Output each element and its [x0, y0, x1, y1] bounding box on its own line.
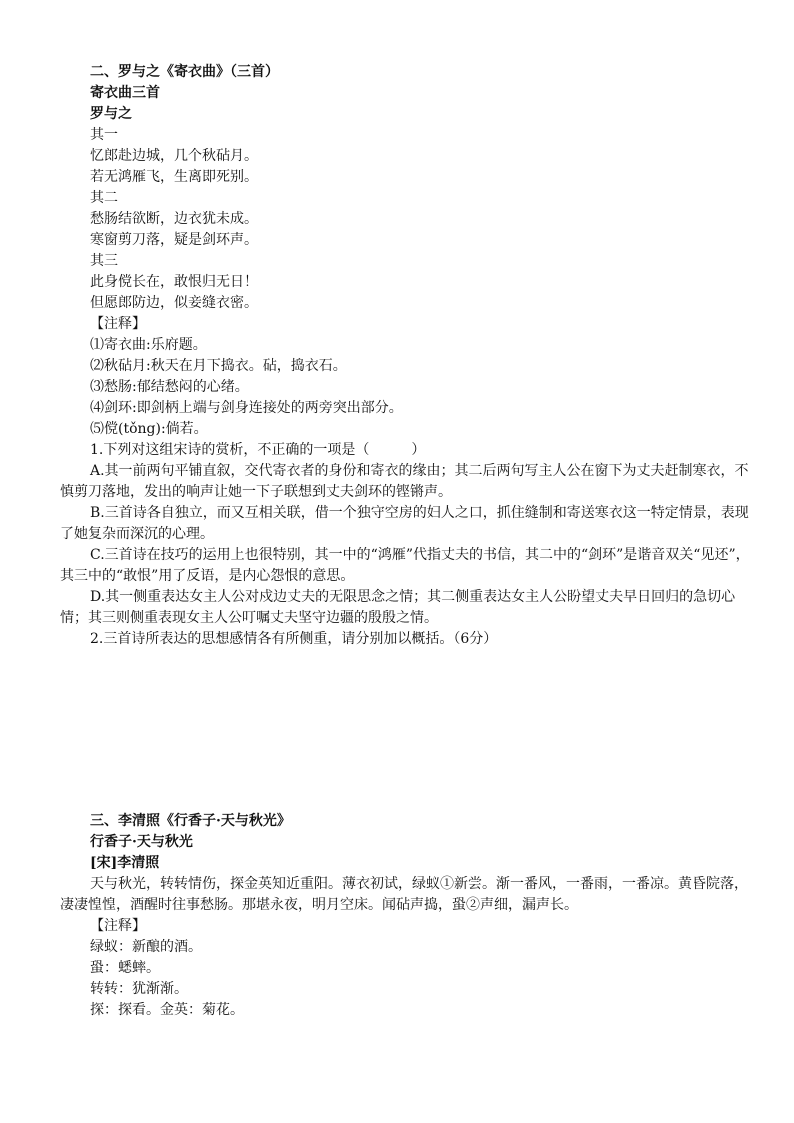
poem-line: 此身傥长在，敢恨归无日！	[90, 274, 258, 290]
poem-body: 天与秋光，转转情伤，探金英知近重阳。薄衣初试，绿蚁①新尝。渐一番风，一番雨，一番凉。黄昏院落，凄凄惶惶，酒醒时往事愁肠。那堪永夜，明月空床。闻砧声捣，蛩②声细，漏声长。	[60, 876, 748, 913]
note-item: ⑸傥(tǒng):倘若。	[90, 421, 208, 437]
section-heading: 三、李清照《行香子·天与秋光》	[90, 813, 291, 829]
poem-title: 行香子·天与秋光	[90, 834, 193, 850]
poem-line: 愁肠结欲断，边衣犹未成。	[90, 211, 258, 227]
question-2: 2.三首诗所表达的思想感情各有所侧重，请分别加以概括。（6分）	[90, 631, 498, 647]
poem-label: 其二	[90, 190, 118, 206]
notes-header: 【注释】	[90, 918, 146, 934]
poem-line: 忆郎赴边城，几个秋砧月。	[90, 148, 258, 164]
note-item: 绿蚁：新酿的酒。	[90, 939, 202, 955]
poem-line: 但愿郎防边，似妾缝衣密。	[90, 295, 258, 311]
option-b: B.三首诗各自独立，而又互相关联，借一个独守空房的妇人之口，抓住缝制和寄送寒衣这一特定情景，表现了她复杂而深沉的心理。	[60, 505, 749, 542]
poem-title: 寄衣曲三首	[90, 85, 160, 101]
poem-author: 罗与之	[90, 106, 132, 122]
poem-line: 寒窗剪刀落，疑是剑环声。	[90, 232, 258, 248]
note-item: 蛩：蟋蟀。	[90, 960, 160, 976]
poem-line: 若无鸿雁飞，生离即死别。	[90, 169, 258, 185]
note-item: ⑵秋砧月:秋天在月下捣衣。砧，捣衣石。	[90, 358, 347, 374]
option-d: D.其一侧重表达女主人公对戍边丈夫的无限思念之情；其二侧重表达女主人公盼望丈夫早日回归的急切心情；其三则侧重表现女主人公叮嘱丈夫坚守边疆的殷殷之情。	[60, 589, 736, 626]
note-item: 探：探看。金英：菊花。	[90, 1002, 244, 1018]
option-a: A.其一前两句平铺直叙，交代寄衣者的身份和寄衣的缘由；其二后两句写主人公在窗下为丈夫赶制寒衣，不慎剪刀落地，发出的响声让她一下子联想到丈夫剑环的铿锵声。	[60, 463, 749, 500]
poem-label: 其三	[90, 253, 118, 269]
note-item: ⑷剑环:即剑柄上端与剑身连接处的两旁突出部分。	[90, 400, 403, 416]
option-c: C.三首诗在技巧的运用上也很特别，其一中的“鸿雁”代指丈夫的书信，其二中的“剑环”是谐音双关“见还”，其三中的“敢恨”用了反语，是内心怨恨的意思。	[60, 547, 750, 584]
section-3	[60, 811, 760, 1021]
note-item: ⑶愁肠:郁结愁闷的心绪。	[90, 379, 249, 395]
note-item: 转转：犹渐渐。	[90, 981, 188, 997]
note-item: ⑴寄衣曲:乐府题。	[90, 337, 207, 353]
notes-header: 【注释】	[90, 316, 146, 332]
question-1: 1.下列对这组宋诗的赏析，不正确的一项是（ ）	[90, 442, 426, 458]
poem-label: 其一	[90, 127, 118, 143]
poem-author: [宋]李清照	[90, 855, 160, 871]
section-heading: 二、罗与之《寄衣曲》（三首）	[90, 64, 279, 80]
section-2	[60, 62, 760, 650]
